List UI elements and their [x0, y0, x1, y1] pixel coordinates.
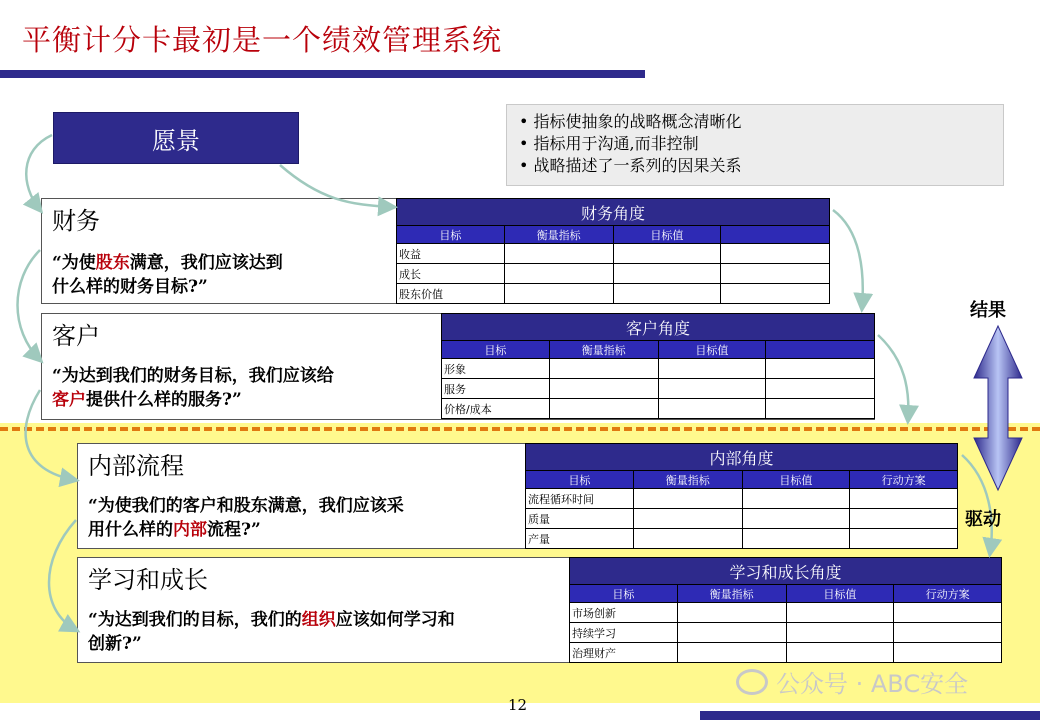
- col-header: 目标: [397, 226, 505, 244]
- col-header: 目标: [570, 585, 678, 603]
- col-header: 行动方案: [894, 585, 1002, 603]
- col-header: 目标值: [786, 585, 894, 603]
- col-header: 衡量指标: [549, 341, 658, 359]
- table-row-label: 持续学习: [570, 623, 678, 643]
- table-row-label: 产量: [526, 529, 634, 549]
- col-header: 衡量指标: [504, 226, 613, 244]
- learning-heading: 学习和成长: [88, 566, 208, 594]
- internal-heading: 内部流程: [88, 452, 184, 480]
- customer-heading: 客户: [52, 322, 100, 350]
- table-row-label: 价格/成本: [442, 399, 550, 419]
- table-row-label: 收益: [397, 244, 505, 264]
- vision-to-finance-arrow: [280, 165, 393, 207]
- table-row-label: 形象: [442, 359, 550, 379]
- left-loop-arrow-4: [49, 520, 76, 630]
- right-arrow-internal-learning: [962, 455, 992, 553]
- col-header: 目标: [526, 471, 634, 489]
- col-header: 目标值: [658, 341, 766, 359]
- driver-label: 驱动: [965, 509, 1001, 530]
- learning-question-line2: 创新?”: [88, 634, 142, 654]
- internal-question-line1: “为使我们的客户和股东满意，我们应该采: [88, 496, 404, 516]
- wechat-icon: [736, 669, 768, 695]
- footer-bar: [700, 711, 1040, 720]
- table-row-label: 质量: [526, 509, 634, 529]
- table-row-label: 股东价值: [397, 284, 505, 304]
- note-item: • 战略描述了一系列的因果关系: [519, 155, 991, 177]
- vision-box: 愿景: [53, 112, 299, 164]
- left-loop-arrow-2: [18, 250, 41, 360]
- left-loop-arrow-1: [26, 135, 52, 210]
- result-driver-double-arrow: [974, 326, 1022, 490]
- finance-question-line1: “为使股东满意，我们应该达到: [52, 253, 283, 273]
- learning-question-line1: “为达到我们的目标，我们的组织应该如何学习和: [88, 610, 455, 630]
- table-row-label: 服务: [442, 379, 550, 399]
- watermark: [736, 664, 968, 699]
- customer-table-title: 客户角度: [442, 314, 875, 341]
- finance-table-title: 财务角度: [397, 199, 830, 226]
- page-number: 12: [508, 696, 528, 714]
- table-row-label: 治理财产: [570, 643, 678, 663]
- col-header: 目标: [442, 341, 550, 359]
- watermark-text: 公众号 · ABC安全: [776, 670, 969, 698]
- internal-table-title: 内部角度: [526, 444, 958, 471]
- right-arrow-finance-customer: [833, 210, 863, 308]
- table-row-label: 市场创新: [570, 603, 678, 623]
- finance-question-line2: 什么样的财务目标?”: [52, 277, 208, 297]
- learning-table-title: 学习和成长角度: [570, 558, 1002, 585]
- customer-question-line1: “为达到我们的财务目标，我们应该给: [52, 366, 334, 386]
- left-loop-arrow-3: [26, 390, 75, 480]
- customer-question-line2: 客户提供什么样的服务?”: [52, 390, 242, 410]
- col-header: 目标值: [613, 226, 721, 244]
- finance-heading: 财务: [52, 207, 100, 235]
- internal-question-line2: 用什么样的内部流程?”: [88, 520, 261, 540]
- slide-title: 平衡计分卡最初是一个绩效管理系统: [22, 23, 503, 57]
- col-header: 目标值: [742, 471, 850, 489]
- col-header: 衡量指标: [677, 585, 786, 603]
- table-row-label: 流程循环时间: [526, 489, 634, 509]
- table-row-label: 成长: [397, 264, 505, 284]
- col-header: 行动方案: [850, 471, 958, 489]
- note-item: • 指标用于沟通,而非控制: [519, 133, 991, 155]
- right-arrow-customer-internal: [878, 335, 908, 420]
- result-label: 结果: [970, 300, 1006, 321]
- col-header: 衡量指标: [633, 471, 742, 489]
- note-item: • 指标使抽象的战略概念清晰化: [519, 111, 991, 133]
